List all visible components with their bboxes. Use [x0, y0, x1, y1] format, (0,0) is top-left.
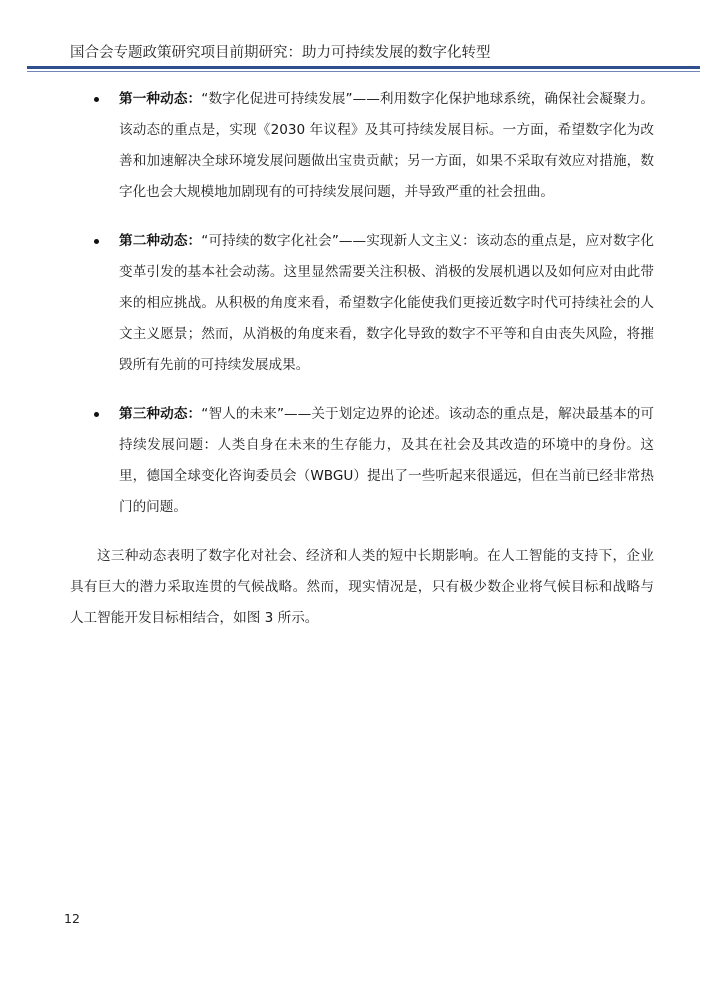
- bullet-text: “智人的未来”——关于划定边界的论述。该动态的重点是，解决最基本的可持续发展问题：人类自身在未来的生存能力，及其在社会及其改造的环境中的身份。这里，德国全球变化咨询委员会（WBGU）提出了一些听起来很遥远，但在当前已经非常热门的问题。: [119, 406, 655, 515]
- running-header-title: 国合会专题政策研究项目前期研究：助力可持续发展的数字化转型: [70, 45, 491, 61]
- bullet-item-first-dynamic: [94, 84, 654, 208]
- bullet-dot-icon: [94, 412, 99, 417]
- header-rule-thick: [27, 66, 700, 69]
- header-rule-thin: [27, 71, 700, 72]
- page-number: 12: [64, 911, 80, 926]
- bullet-title: 第二种动态：: [119, 233, 202, 249]
- bullet-title: 第一种动态：: [119, 91, 202, 107]
- bullet-item-second-dynamic: [94, 226, 654, 381]
- bullet-title: 第三种动态：: [119, 406, 202, 422]
- bullet-item-third-dynamic: [94, 399, 654, 523]
- bullet-text: “数字化促进可持续发展”——利用数字化保护地球系统，确保社会凝聚力。该动态的重点是，实现《2030 年议程》及其可持续发展目标。一方面，希望数字化为改善和加速解决全球环境发展问题做出宝贵贡献；另一方面，如果不采取有效应对措施，数字化也会大规模地加剧现有的可持续发展问题，并导致严重的社会扭曲。: [119, 91, 655, 200]
- bullet-dot-icon: [94, 239, 99, 244]
- bullet-text: “可持续的数字化社会”——实现新人文主义：该动态的重点是，应对数字化变革引发的基本社会动荡。这里显然需要关注积极、消极的发展机遇以及如何应对由此带来的相应挑战。从积极的角度来看，希望数字化能使我们更接近数字时代可持续社会的人文主义愿景；然而，从消极的角度来看，数字化导致的数字不平等和自由丧失风险，将摧毁所有先前的可持续发展成果。: [119, 233, 655, 373]
- summary-paragraph: 这三种动态表明了数字化对社会、经济和人类的短中长期影响。在人工智能的支持下，企业具有巨大的潜力采取连贯的气候战略。然而，现实情况是，只有极少数企业将气候目标和战略与人工智能开发目标相结合，如图 3 所示。: [70, 548, 654, 626]
- dynamics-bullet-list: [94, 84, 654, 541]
- bullet-dot-icon: [94, 97, 99, 102]
